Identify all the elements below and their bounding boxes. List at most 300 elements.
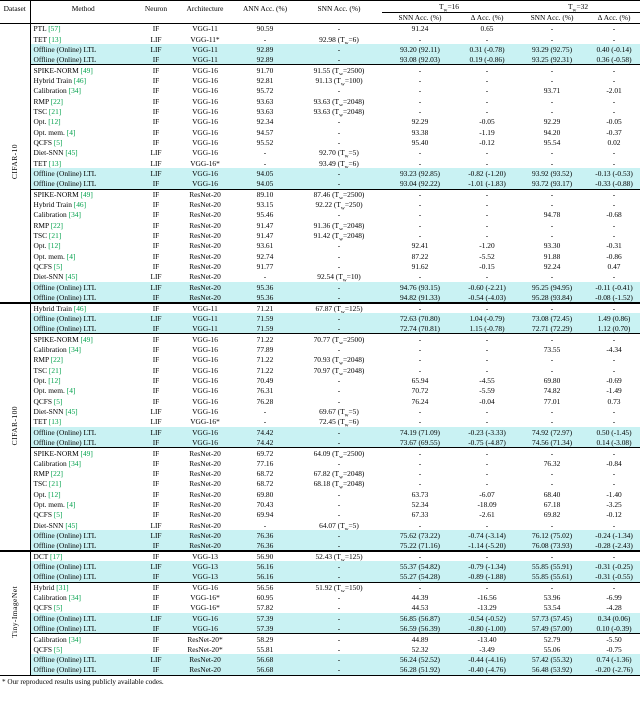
delta-acc-t16-cell: -3.49: [479, 644, 495, 654]
snn-acc-cell: -: [296, 530, 382, 540]
method-name: Offline (Online) LTL: [33, 179, 97, 189]
citation-link[interactable]: [46]: [71, 200, 87, 210]
neuron-cell: IF: [152, 355, 160, 365]
delta-acc-t32-cell: -0.69: [606, 375, 622, 385]
snn-acc-t16-cell: -: [418, 458, 422, 468]
neuron-cell: IF: [136, 623, 176, 633]
citation-link[interactable]: [49]: [78, 189, 93, 199]
ann-acc-cell: 68.72: [256, 479, 274, 489]
delta-acc-t16-cell: -: [458, 448, 516, 458]
ann-acc-cell: 77.16: [256, 458, 274, 468]
table-row: [0, 158, 640, 168]
neuron-cell: IF: [136, 634, 176, 644]
ann-acc-cell: 74.42: [234, 427, 296, 437]
method-name: Calibration: [33, 634, 67, 644]
table-row: [0, 323, 640, 333]
snn-acc-cell: 70.93 $(T_w=2048)$: [313, 355, 365, 365]
snn-acc-t16-cell: -: [382, 303, 458, 313]
delta-acc-t16-cell: -0.23 (-3.33): [458, 427, 516, 437]
method-name: Offline (Online) LTL: [33, 562, 97, 572]
method-cell: [30, 458, 136, 468]
citation-link[interactable]: [21]: [47, 479, 62, 489]
architecture-cell: ResNet-20: [176, 541, 234, 551]
method-name: Offline (Online) LTL: [33, 655, 97, 665]
method-name: Offline (Online) LTL: [33, 665, 97, 675]
citation-link[interactable]: [22]: [48, 96, 64, 106]
snn-acc-t32-cell: -: [550, 417, 554, 427]
table-row: [0, 499, 640, 509]
neuron-cell: LIF: [136, 654, 176, 664]
ann-acc-cell: 92.81: [256, 75, 274, 85]
architecture-cell: ResNet-20: [189, 499, 221, 509]
ann-acc-cell: 94.57: [256, 127, 274, 137]
neuron-cell: IF: [136, 179, 176, 189]
method-name: Diet-SNN: [33, 272, 64, 282]
neuron-cell: LIF: [136, 613, 176, 623]
snn-acc-t16-cell: -: [382, 334, 458, 344]
method-cell: [30, 448, 136, 458]
dataset-label: [0, 24, 30, 303]
citation-link[interactable]: [49]: [78, 448, 93, 458]
architecture-cell: VGG-16: [192, 365, 218, 375]
citation-link[interactable]: [4]: [64, 499, 76, 509]
method-cell: [30, 251, 136, 261]
table-row: [0, 572, 640, 582]
method-cell: [30, 127, 136, 137]
neuron-cell: IF: [152, 468, 160, 478]
neuron-cell: IF: [152, 241, 160, 251]
snn-acc-t16-cell: 44.89: [382, 634, 458, 644]
snn-acc-t32-cell: -: [550, 158, 554, 168]
snn-acc-t16-cell: -: [418, 479, 422, 489]
ann-acc-cell: 95.72: [256, 86, 274, 96]
neuron-cell: IF: [152, 499, 160, 509]
method-name: Calibration: [33, 593, 67, 603]
snn-acc-cell: 91.42 $(T_w=2048)$: [313, 231, 365, 241]
method-name: Offline (Online) LTL: [33, 572, 97, 582]
method-name: QCFS: [33, 603, 52, 613]
citation-link[interactable]: [5]: [52, 137, 63, 147]
ann-acc-cell: 57.82: [256, 603, 274, 613]
snn-acc-t32-cell: 76.08 (73.93): [516, 541, 588, 551]
citation-link[interactable]: [13]: [46, 34, 62, 44]
method-name: TSC: [33, 106, 48, 116]
snn-acc-t32-cell: 94.20: [543, 127, 561, 137]
citation-link[interactable]: [22]: [48, 468, 64, 478]
delta-acc-t32-cell: -: [612, 158, 616, 168]
ann-acc-cell: 93.61: [256, 241, 274, 251]
architecture-cell: ResNet-20*: [176, 634, 234, 644]
snn-acc-t16-cell: -: [418, 365, 422, 375]
delta-acc-t16-cell: -: [485, 479, 489, 489]
snn-acc-t16-cell: -: [382, 65, 458, 75]
method-name: TET: [33, 34, 47, 44]
snn-acc-cell: -: [296, 282, 382, 292]
citation-link[interactable]: [45]: [63, 272, 78, 282]
snn-acc-t32-cell: 92.29: [543, 117, 561, 127]
snn-acc-cell: 91.55 $(T_w=2500)$: [296, 65, 382, 75]
architecture-cell: VGG-16: [176, 334, 234, 344]
snn-acc-t32-cell: -: [550, 96, 554, 106]
delta-acc-t32-cell: -: [588, 303, 640, 313]
snn-acc-t16-cell: 72.63 (70.80): [382, 313, 458, 323]
header-row-1: [0, 1, 640, 13]
snn-acc-cell: 91.13 $(T_w=100)$: [315, 75, 363, 86]
neuron-cell: IF: [152, 365, 160, 375]
method-name: SPIKE-NORM: [33, 448, 79, 458]
snn-acc-cell: -: [337, 117, 341, 127]
table-row: [0, 448, 640, 458]
snn-acc-t16-cell: -: [418, 148, 422, 158]
table-row: [0, 479, 640, 489]
method-cell: [30, 303, 136, 313]
method-name: Diet-SNN: [33, 520, 64, 530]
snn-acc-t32-cell: -: [550, 200, 554, 210]
delta-acc-t32-cell: -1.49: [606, 386, 622, 396]
delta-acc-t32-cell: 0.10 (-0.39): [588, 623, 640, 633]
citation-link[interactable]: [4]: [64, 251, 76, 261]
snn-acc-t16-cell: 63.73: [411, 489, 429, 499]
architecture-cell: VGG-16: [176, 427, 234, 437]
table-row: [0, 179, 640, 189]
ann-acc-cell: 71.59: [234, 323, 296, 333]
snn-acc-t16-cell: 92.41: [411, 241, 429, 251]
architecture-cell: VGG-16: [192, 75, 218, 85]
delta-acc-t16-cell: -: [485, 210, 489, 220]
table-row: [0, 654, 640, 664]
citation-link[interactable]: [21]: [47, 231, 62, 241]
method-name: QCFS: [33, 262, 52, 272]
delta-acc-t32-cell: -0.12: [606, 510, 622, 520]
delta-acc-t16-cell: -0.80 (-1.00): [458, 623, 516, 633]
method-name: Offline (Online) LTL: [33, 427, 97, 437]
delta-acc-t16-cell: -: [485, 344, 489, 354]
method-cell: [30, 427, 136, 437]
delta-acc-t32-cell: -: [612, 106, 616, 116]
snn-acc-t32-cell: 53.96: [543, 593, 561, 603]
snn-acc-t16-cell: -: [418, 86, 422, 96]
snn-acc-t32-cell: -: [550, 468, 554, 478]
dataset-label-text: Tiny-ImageNet: [10, 586, 20, 639]
method-cell: [30, 386, 136, 396]
citation-link[interactable]: [12]: [46, 241, 61, 251]
snn-acc-t16-cell: -: [382, 582, 458, 592]
citation-link[interactable]: [45]: [63, 148, 78, 158]
delta-acc-t16-cell: -4.55: [479, 375, 495, 385]
snn-acc-cell: 93.63 $(T_w=2048)$: [313, 106, 365, 117]
snn-acc-t32-cell: -: [550, 75, 554, 85]
delta-acc-t32-cell: -: [612, 417, 616, 427]
citation-link[interactable]: [5]: [52, 644, 63, 654]
snn-acc-t16-cell: 44.53: [411, 603, 429, 613]
architecture-cell: ResNet-20: [189, 489, 221, 499]
snn-acc-cell: -: [296, 323, 382, 333]
snn-acc-t16-cell: -: [418, 406, 422, 416]
method-cell: [30, 313, 136, 323]
snn-acc-t16-cell: 93.38: [411, 127, 429, 137]
citation-link[interactable]: [22]: [48, 220, 64, 230]
citation-link[interactable]: [22]: [48, 355, 64, 365]
snn-acc-cell: -: [337, 86, 341, 96]
table-row: [0, 561, 640, 571]
delta-acc-t32-cell: -4.28: [606, 603, 622, 613]
method-name: Offline (Online) LTL: [33, 323, 97, 333]
neuron-cell: IF: [152, 75, 160, 85]
snn-acc-cell: 64.07 $(T_w=5)$: [319, 520, 359, 531]
table-row: [0, 623, 640, 633]
delta-acc-t32-cell: -3.25: [606, 499, 622, 509]
delta-acc-t16-cell: -1.01 (-1.83): [458, 179, 516, 189]
snn-acc-t16-cell: -: [418, 417, 422, 427]
table-row: [0, 189, 640, 199]
citation-link[interactable]: [34]: [66, 593, 81, 603]
snn-acc-t16-cell: 56.28 (51.92): [382, 665, 458, 675]
delta-acc-t16-cell: -0.12: [479, 137, 495, 147]
citation-link[interactable]: [46]: [71, 75, 87, 85]
ann-acc-cell: 55.81: [256, 644, 274, 654]
method-name: Offline (Online) LTL: [33, 437, 97, 447]
method-name: TSC: [33, 365, 48, 375]
delta-acc-t32-cell: -: [612, 24, 616, 34]
snn-acc-t32-cell: 73.08 (72.45): [516, 313, 588, 323]
citation-link[interactable]: [5]: [52, 510, 63, 520]
delta-acc-t16-cell: -: [458, 189, 516, 199]
snn-acc-cell: -: [337, 499, 341, 509]
citation-link[interactable]: [12]: [46, 375, 61, 385]
method-cell: [30, 137, 136, 147]
ann-acc-cell: 77.89: [256, 344, 274, 354]
delta-acc-t32-cell: -0.86: [606, 251, 622, 261]
citation-link[interactable]: [13]: [46, 158, 62, 168]
citation-link[interactable]: [45]: [63, 520, 78, 530]
citation-link[interactable]: [46]: [71, 303, 87, 313]
delta-acc-t16-cell: -: [485, 200, 489, 210]
architecture-cell: ResNet-20: [176, 292, 234, 302]
snn-acc-t32-cell: 93.29 (92.75): [516, 44, 588, 54]
citation-link[interactable]: [12]: [46, 489, 61, 499]
snn-acc-cell: -: [296, 55, 382, 65]
ann-acc-cell: -: [263, 148, 267, 158]
citation-link[interactable]: [34]: [66, 458, 81, 468]
delta-acc-t16-cell: -: [485, 220, 489, 230]
method-name: Opt. mem.: [33, 499, 65, 509]
delta-acc-t16-cell: -13.40: [458, 634, 516, 644]
citation-link[interactable]: [5]: [52, 262, 63, 272]
delta-acc-t16-cell: -0.82 (-1.20): [458, 168, 516, 178]
snn-acc-cell: 93.63 $(T_w=2048)$: [313, 96, 365, 107]
method-name: RMP: [33, 220, 49, 230]
dataset-label-text: CIFAR-10: [10, 144, 20, 180]
method-cell: [30, 199, 136, 209]
method-name: SPIKE-NORM: [33, 334, 79, 344]
method-name: Opt.: [33, 489, 47, 499]
citation-link[interactable]: [17]: [48, 552, 63, 562]
col-header-dataset: Dataset: [0, 1, 30, 24]
citation-link[interactable]: [21]: [47, 365, 62, 375]
method-cell: [30, 272, 136, 282]
citation-link[interactable]: [34]: [66, 344, 81, 354]
delta-acc-t16-cell: 1.15 (-0.78): [458, 323, 516, 333]
method-name: QCFS: [33, 510, 52, 520]
citation-link[interactable]: [4]: [64, 127, 76, 137]
snn-acc-t32-cell: 55.85 (55.91): [516, 561, 588, 571]
delta-acc-t32-cell: -0.75: [606, 644, 622, 654]
delta-acc-t32-cell: -6.99: [606, 593, 622, 603]
citation-link[interactable]: [4]: [64, 386, 76, 396]
table-row: [0, 375, 640, 385]
snn-acc-cell: -: [337, 210, 341, 220]
snn-acc-t16-cell: -: [418, 468, 422, 478]
table-row: [0, 603, 640, 613]
neuron-cell: IF: [152, 24, 160, 34]
dataset-label-text: CIFAR-100: [10, 406, 20, 446]
table-row: [0, 386, 640, 396]
ann-acc-cell: 95.36: [234, 282, 296, 292]
neuron-cell: IF: [152, 396, 160, 406]
snn-acc-t32-cell: 93.72 (93.17): [516, 179, 588, 189]
method-cell: [30, 634, 136, 644]
architecture-cell: VGG-16*: [190, 417, 220, 427]
method-cell: [30, 365, 136, 375]
snn-acc-t32-cell: 57.73 (57.45): [516, 613, 588, 623]
citation-link[interactable]: [45]: [63, 406, 78, 416]
citation-link[interactable]: [49]: [78, 65, 93, 75]
citation-link[interactable]: [57]: [46, 24, 61, 34]
snn-acc-t32-cell: -: [550, 272, 554, 282]
snn-acc-t32-cell: 74.82: [543, 386, 561, 396]
table-row: [0, 634, 640, 644]
table-row: [0, 210, 640, 220]
method-cell: [30, 179, 136, 189]
snn-acc-cell: -: [296, 572, 382, 582]
method-cell: [30, 541, 136, 551]
method-cell: [30, 437, 136, 447]
method-name: Offline (Online) LTL: [33, 44, 97, 54]
delta-acc-t16-cell: 0.31 (-0.78): [458, 44, 516, 54]
ann-acc-cell: 91.47: [256, 231, 274, 241]
snn-acc-t16-cell: 93.08 (92.03): [382, 55, 458, 65]
snn-acc-t16-cell: 91.24: [411, 24, 429, 34]
delta-acc-t16-cell: -: [485, 231, 489, 241]
architecture-cell: VGG-11: [176, 313, 234, 323]
citation-link[interactable]: [12]: [46, 117, 61, 127]
architecture-cell: VGG-16: [176, 613, 234, 623]
col-header-tw32: $T_w=32$: [516, 1, 640, 13]
delta-acc-t16-cell: -6.07: [479, 489, 495, 499]
neuron-cell: IF: [136, 541, 176, 551]
citation-link[interactable]: [34]: [66, 86, 81, 96]
delta-acc-t16-cell: -0.54 (-4.03): [458, 292, 516, 302]
method-cell: [30, 65, 136, 75]
snn-acc-t16-cell: 55.27 (54.28): [382, 572, 458, 582]
method-cell: [30, 561, 136, 571]
architecture-cell: ResNet-20: [189, 200, 221, 210]
table-row: [0, 34, 640, 44]
table-row: [0, 551, 640, 561]
snn-acc-t32-cell: 52.79: [516, 634, 588, 644]
snn-acc-t32-cell: 72.71 (72.29): [516, 323, 588, 333]
citation-link[interactable]: [13]: [46, 417, 62, 427]
delta-acc-t16-cell: -0.60 (-2.21): [458, 282, 516, 292]
neuron-cell: IF: [136, 572, 176, 582]
table-row: [0, 241, 640, 251]
delta-acc-t32-cell: -0.20 (-2.76): [588, 665, 640, 675]
snn-acc-t16-cell: 44.39: [411, 593, 429, 603]
method-cell: [30, 230, 136, 240]
citation-link[interactable]: [5]: [52, 396, 63, 406]
method-cell: [30, 106, 136, 116]
method-name: Offline (Online) LTL: [33, 531, 97, 541]
delta-acc-t16-cell: -0.44 (-4.16): [458, 654, 516, 664]
snn-acc-t32-cell: -: [516, 334, 588, 344]
snn-acc-cell: 92.70 $(T_w=5)$: [319, 148, 359, 158]
delta-acc-t16-cell: -: [458, 303, 516, 313]
dataset-label: [0, 303, 30, 551]
citation-link[interactable]: [49]: [78, 334, 93, 344]
method-cell: [30, 468, 136, 478]
citation-link[interactable]: [31]: [54, 582, 69, 592]
delta-acc-t32-cell: -: [588, 551, 640, 561]
snn-acc-t32-cell: -: [516, 551, 588, 561]
snn-acc-t16-cell: -: [418, 158, 422, 168]
citation-link[interactable]: [21]: [47, 106, 62, 116]
snn-acc-cell: 91.36 $(T_w=2048)$: [313, 220, 365, 231]
delta-acc-t16-cell: -2.61: [479, 510, 495, 520]
ann-acc-cell: 56.16: [234, 561, 296, 571]
architecture-cell: VGG-16: [192, 96, 218, 106]
neuron-cell: IF: [136, 551, 176, 561]
neuron-cell: IF: [152, 117, 160, 127]
snn-acc-t16-cell: 56.85 (56.87): [382, 613, 458, 623]
method-name: Offline (Online) LTL: [33, 292, 97, 302]
snn-acc-t32-cell: 76.32: [543, 458, 561, 468]
snn-acc-cell: -: [296, 437, 382, 447]
snn-acc-t32-cell: -: [550, 520, 554, 530]
neuron-cell: IF: [152, 386, 160, 396]
neuron-cell: IF: [136, 55, 176, 65]
snn-acc-cell: -: [337, 396, 341, 406]
snn-acc-t32-cell: 93.92 (93.52): [516, 168, 588, 178]
method-cell: [30, 241, 136, 251]
architecture-cell: ResNet-20: [189, 510, 221, 520]
citation-link[interactable]: [34]: [66, 634, 81, 644]
neuron-cell: IF: [152, 210, 160, 220]
snn-acc-t32-cell: -: [550, 365, 554, 375]
neuron-cell: IF: [152, 375, 160, 385]
snn-acc-t16-cell: 72.74 (70.81): [382, 323, 458, 333]
ann-acc-cell: 94.05: [234, 168, 296, 178]
table-row: [0, 313, 640, 323]
neuron-cell: IF: [152, 220, 160, 230]
snn-acc-t32-cell: -: [550, 220, 554, 230]
delta-acc-t16-cell: -0.05: [479, 117, 495, 127]
delta-acc-t32-cell: -: [588, 189, 640, 199]
col-header-architecture: Architecture: [186, 3, 224, 13]
delta-acc-t16-cell: -0.89 (-1.88): [458, 572, 516, 582]
citation-link[interactable]: [34]: [66, 210, 81, 220]
snn-acc-t16-cell: 95.40: [411, 137, 429, 147]
snn-acc-cell: -: [296, 541, 382, 551]
delta-acc-t16-cell: -: [458, 551, 516, 561]
citation-link[interactable]: [5]: [52, 603, 63, 613]
delta-acc-t32-cell: -0.31: [606, 241, 622, 251]
delta-acc-t16-cell: -: [485, 458, 489, 468]
ann-acc-cell: 91.77: [256, 262, 274, 272]
table-row: [0, 437, 640, 447]
delta-acc-t16-cell: -: [458, 334, 516, 344]
snn-acc-t32-cell: 55.06: [543, 644, 561, 654]
table-row: [0, 582, 640, 592]
